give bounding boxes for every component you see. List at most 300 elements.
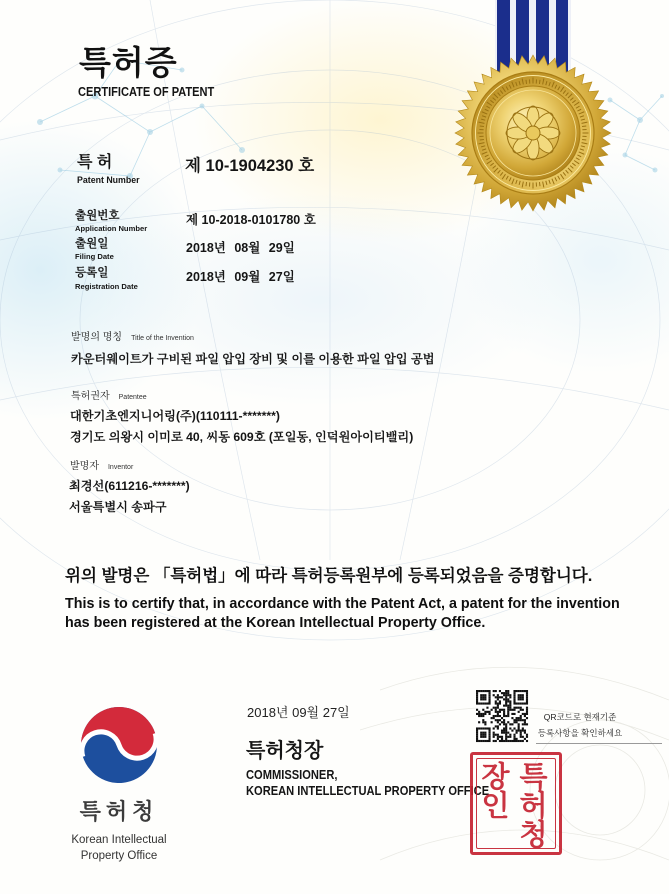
- qr-module: [507, 690, 509, 692]
- qr-module: [486, 690, 488, 692]
- qr-module: [497, 705, 499, 707]
- qr-module: [524, 690, 526, 692]
- qr-module: [501, 717, 503, 719]
- qr-module: [509, 702, 511, 704]
- qr-module: [501, 696, 503, 698]
- qr-module: [478, 711, 480, 713]
- seal-ring-mark: [539, 182, 540, 186]
- qr-module: [495, 690, 497, 692]
- qr-module: [509, 734, 511, 736]
- agency-name-en-line1: Korean Intellectual: [71, 834, 167, 846]
- seal-lettering: 특허청장인: [477, 761, 549, 848]
- inventor-label-en: Inventor: [107, 464, 134, 471]
- qr-module: [516, 721, 518, 723]
- qr-module: [520, 736, 522, 738]
- qr-module: [513, 738, 515, 740]
- qr-module: [476, 740, 478, 742]
- qr-module: [503, 698, 505, 700]
- qr-module: [484, 734, 486, 736]
- qr-module: [480, 696, 482, 698]
- qr-module: [497, 711, 499, 713]
- qr-module: [495, 700, 497, 702]
- qr-module: [505, 698, 507, 700]
- qr-module: [482, 740, 484, 742]
- qr-module: [509, 705, 511, 707]
- qr-module: [522, 698, 524, 700]
- qr-module: [505, 702, 507, 704]
- qr-module: [493, 690, 495, 692]
- registration-date-label: 등록일: [75, 267, 109, 279]
- qr-module: [507, 740, 509, 742]
- qr-module: [488, 696, 490, 698]
- qr-module: [501, 740, 503, 742]
- qr-module: [516, 717, 518, 719]
- qr-module: [497, 725, 499, 727]
- qr-module: [488, 694, 490, 696]
- agency-name-en-line2: Property Office: [80, 850, 158, 862]
- qr-module: [509, 740, 511, 742]
- qr-module: [493, 707, 495, 709]
- seal-ring-mark: [582, 126, 586, 127]
- qr-module: [505, 725, 507, 727]
- qr-module: [478, 721, 480, 723]
- qr-module: [480, 694, 482, 696]
- qr-module: [516, 707, 518, 709]
- qr-module: [505, 732, 507, 734]
- qr-module: [476, 734, 478, 736]
- qr-module: [476, 709, 478, 711]
- patentee-name: 대한기초엔지니어링(주)(110111-*******): [70, 409, 280, 423]
- qr-module: [507, 709, 509, 711]
- qr-module: [499, 719, 501, 721]
- qr-module: [488, 700, 490, 702]
- signer-title-en-line1: COMMISSIONER,: [246, 768, 338, 782]
- qr-module: [493, 736, 495, 738]
- qr-module: [520, 694, 522, 696]
- qr-module: [486, 740, 488, 742]
- filing-date-label: 출원일: [75, 238, 109, 250]
- qr-module: [484, 711, 486, 713]
- qr-module: [491, 717, 493, 719]
- qr-module: [511, 740, 513, 742]
- qr-module: [476, 696, 478, 698]
- application-number-label-en: Application Number: [75, 224, 148, 233]
- qr-module: [501, 721, 503, 723]
- qr-module: [484, 721, 486, 723]
- qr-module: [520, 690, 522, 692]
- qr-module: [493, 727, 495, 729]
- agency-name-ko: 특허청: [79, 799, 159, 824]
- invention-title-label: [71, 333, 194, 343]
- qr-module: [520, 717, 522, 719]
- qr-module: [520, 734, 522, 736]
- patent-number-value: 제 10-1904230 호: [185, 157, 315, 175]
- qr-module: [495, 709, 497, 711]
- qr-module: [522, 727, 524, 729]
- qr-module: [520, 715, 522, 717]
- certification-statement-en-line2: has been registered at the Korean Intellectual Property Office.: [65, 615, 486, 631]
- qr-module: [513, 721, 515, 723]
- qr-module: [507, 736, 509, 738]
- qr-module: [488, 702, 490, 704]
- qr-module: [518, 723, 520, 725]
- qr-module: [480, 698, 482, 700]
- qr-module: [513, 736, 515, 738]
- inventor-name: 최경선(611216-*******): [69, 479, 190, 493]
- qr-module: [499, 711, 501, 713]
- qr-module: [526, 734, 528, 736]
- registration-date-value: 2018년 09월 27일: [186, 270, 295, 284]
- patent-number-label-en: Patent Number: [77, 175, 140, 185]
- qr-module: [499, 736, 501, 738]
- qr-module: [509, 694, 511, 696]
- qr-module: [522, 719, 524, 721]
- qr-module: [499, 700, 501, 702]
- seal-ring-mark: [526, 80, 527, 84]
- qr-module: [480, 713, 482, 715]
- qr-module: [480, 702, 482, 704]
- qr-module: [520, 707, 522, 709]
- qr-module: [488, 690, 490, 692]
- qr-module: [518, 711, 520, 713]
- qr-module: [526, 696, 528, 698]
- qr-module: [503, 713, 505, 715]
- qr-module: [482, 732, 484, 734]
- qr-module: [484, 713, 486, 715]
- qr-module: [476, 713, 478, 715]
- signer-title-ko: 특허청장: [246, 740, 324, 762]
- qr-module: [513, 692, 515, 694]
- qr-module: [503, 732, 505, 734]
- qr-module: [524, 721, 526, 723]
- qr-module: [482, 713, 484, 715]
- qr-module: [478, 702, 480, 704]
- qr-module: [488, 713, 490, 715]
- qr-module: [495, 711, 497, 713]
- qr-module: [505, 736, 507, 738]
- qr-module: [482, 715, 484, 717]
- qr-module: [511, 723, 513, 725]
- qr-module: [499, 690, 501, 692]
- qr-module: [520, 709, 522, 711]
- qr-module: [499, 740, 501, 742]
- qr-module: [476, 700, 478, 702]
- qr-module: [526, 711, 528, 713]
- qr-module: [516, 740, 518, 742]
- qr-module: [476, 738, 478, 740]
- qr-module: [513, 698, 515, 700]
- qr-module: [522, 713, 524, 715]
- qr-module: [505, 715, 507, 717]
- qr-module: [511, 709, 513, 711]
- qr-module: [507, 694, 509, 696]
- qr-module: [476, 727, 478, 729]
- qr-module: [518, 719, 520, 721]
- qr-notice-line2: 등록사항을 확인하세요: [537, 728, 623, 738]
- qr-module: [518, 717, 520, 719]
- qr-module: [509, 700, 511, 702]
- qr-module: [513, 707, 515, 709]
- qr-module: [501, 692, 503, 694]
- qr-module: [480, 736, 482, 738]
- qr-module: [484, 736, 486, 738]
- qr-module: [476, 732, 478, 734]
- qr-module: [513, 740, 515, 742]
- qr-module: [507, 732, 509, 734]
- application-number-value: 제 10-2018-0101780 호: [186, 213, 316, 227]
- qr-module: [520, 719, 522, 721]
- qr-module: [482, 727, 484, 729]
- qr-module: [526, 717, 528, 719]
- qr-module: [497, 713, 499, 715]
- qr-module: [476, 698, 478, 700]
- qr-module: [509, 723, 511, 725]
- qr-module: [503, 711, 505, 713]
- qr-module: [478, 713, 480, 715]
- qr-module: [518, 727, 520, 729]
- qr-module: [505, 727, 507, 729]
- qr-module: [497, 698, 499, 700]
- qr-module: [486, 707, 488, 709]
- qr-module: [513, 702, 515, 704]
- qr-module: [484, 732, 486, 734]
- qr-module: [507, 715, 509, 717]
- qr-module: [511, 717, 513, 719]
- patentee-label-ko: 특허권자: [71, 391, 110, 402]
- patentee-label-en: Patentee: [118, 394, 147, 401]
- qr-module: [495, 740, 497, 742]
- qr-module: [488, 727, 490, 729]
- qr-module: [503, 709, 505, 711]
- qr-module: [524, 702, 526, 704]
- qr-module: [488, 692, 490, 694]
- qr-module: [497, 734, 499, 736]
- qr-module: [520, 740, 522, 742]
- qr-module: [505, 730, 507, 732]
- qr-module: [516, 730, 518, 732]
- qr-module: [505, 723, 507, 725]
- qr-module: [513, 713, 515, 715]
- qr-module: [497, 736, 499, 738]
- seal-ring-mark: [526, 182, 527, 186]
- qr-module: [503, 705, 505, 707]
- filing-date-value: 2018년 08월 29일: [186, 241, 295, 255]
- seal-ring-mark: [480, 126, 484, 127]
- qr-module: [484, 727, 486, 729]
- qr-module: [497, 707, 499, 709]
- qr-module: [524, 732, 526, 734]
- qr-module: [526, 694, 528, 696]
- certification-statement-en-line1: This is to certify that, in accordance with the Patent Act, a patent for the invention: [65, 596, 620, 612]
- qr-module: [507, 705, 509, 707]
- qr-module: [520, 696, 522, 698]
- qr-module: [513, 696, 515, 698]
- qr-module: [497, 719, 499, 721]
- seal-ring-mark: [582, 139, 586, 140]
- qr-module: [482, 690, 484, 692]
- qr-module: [513, 727, 515, 729]
- qr-module: [480, 690, 482, 692]
- seal-inner-border: [476, 758, 556, 849]
- qr-module: [507, 713, 509, 715]
- qr-code: [476, 690, 528, 742]
- qr-module: [497, 738, 499, 740]
- qr-module: [503, 740, 505, 742]
- seal-ring-mark: [539, 80, 540, 84]
- qr-module: [493, 715, 495, 717]
- qr-module: [522, 696, 524, 698]
- qr-module: [516, 738, 518, 740]
- qr-module: [524, 715, 526, 717]
- qr-module: [484, 702, 486, 704]
- qr-module: [503, 723, 505, 725]
- issue-date: 2018년 09월 27일: [247, 705, 350, 720]
- inventor-address: 서울특별시 송파구: [69, 500, 167, 514]
- qr-module: [499, 702, 501, 704]
- qr-module: [520, 730, 522, 732]
- qr-module: [505, 734, 507, 736]
- qr-module: [518, 707, 520, 709]
- qr-module: [488, 698, 490, 700]
- qr-module: [484, 740, 486, 742]
- qr-module: [482, 694, 484, 696]
- qr-module: [513, 700, 515, 702]
- qr-notice-line1: QR코드로 현재기준: [543, 712, 617, 722]
- invention-title-label-en: Title of the Invention: [131, 335, 194, 342]
- qr-module: [518, 690, 520, 692]
- qr-module: [526, 692, 528, 694]
- qr-module: [505, 738, 507, 740]
- qr-module: [526, 713, 528, 715]
- qr-module: [499, 709, 501, 711]
- qr-module: [497, 721, 499, 723]
- qr-module: [476, 730, 478, 732]
- qr-module: [505, 696, 507, 698]
- qr-module: [503, 719, 505, 721]
- qr-module: [495, 719, 497, 721]
- qr-module: [526, 690, 528, 692]
- certificate-title: 특허증: [79, 44, 178, 81]
- qr-module: [507, 711, 509, 713]
- qr-module: [524, 713, 526, 715]
- qr-module: [507, 721, 509, 723]
- patentee-address: 경기도 의왕시 이미로 40, 씨동 609호 (포일동, 인덕원아이티밸리): [70, 430, 414, 444]
- qr-module: [513, 690, 515, 692]
- qr-module: [488, 740, 490, 742]
- qr-module: [505, 694, 507, 696]
- qr-module: [522, 702, 524, 704]
- qr-module: [513, 734, 515, 736]
- application-number-label: 출원번호: [75, 210, 120, 222]
- qr-module: [486, 702, 488, 704]
- qr-module: [480, 715, 482, 717]
- qr-module: [511, 713, 513, 715]
- qr-module: [478, 715, 480, 717]
- qr-module: [518, 730, 520, 732]
- qr-module: [482, 736, 484, 738]
- qr-module: [493, 740, 495, 742]
- qr-module: [478, 740, 480, 742]
- qr-module: [520, 698, 522, 700]
- qr-module: [497, 702, 499, 704]
- qr-module: [503, 692, 505, 694]
- qr-module: [518, 698, 520, 700]
- qr-module: [503, 730, 505, 732]
- qr-module: [482, 696, 484, 698]
- qr-module: [495, 715, 497, 717]
- qr-module: [488, 734, 490, 736]
- qr-module: [524, 730, 526, 732]
- qr-module: [497, 694, 499, 696]
- qr-module: [518, 702, 520, 704]
- qr-module: [497, 727, 499, 729]
- invention-title-label-ko: 발명의 명칭: [71, 332, 123, 343]
- qr-module: [522, 730, 524, 732]
- qr-module: [501, 736, 503, 738]
- qr-module: [520, 702, 522, 704]
- certificate-subtitle: CERTIFICATE OF PATENT: [78, 84, 215, 99]
- qr-module: [513, 709, 515, 711]
- qr-module: [499, 723, 501, 725]
- qr-module: [482, 702, 484, 704]
- qr-module: [482, 698, 484, 700]
- qr-module: [513, 719, 515, 721]
- qr-module: [509, 709, 511, 711]
- qr-module: [518, 696, 520, 698]
- qr-module: [509, 707, 511, 709]
- qr-module: [484, 696, 486, 698]
- qr-module: [524, 723, 526, 725]
- qr-module: [518, 694, 520, 696]
- qr-module: [522, 740, 524, 742]
- qr-module: [526, 700, 528, 702]
- qr-module: [484, 698, 486, 700]
- qr-module: [493, 734, 495, 736]
- qr-module: [503, 715, 505, 717]
- qr-module: [507, 707, 509, 709]
- qr-module: [478, 727, 480, 729]
- qr-module: [488, 736, 490, 738]
- qr-module: [495, 707, 497, 709]
- qr-module: [484, 690, 486, 692]
- qr-module: [503, 694, 505, 696]
- qr-module: [501, 730, 503, 732]
- qr-module: [495, 696, 497, 698]
- qr-module: [491, 721, 493, 723]
- qr-module: [522, 723, 524, 725]
- qr-module: [488, 730, 490, 732]
- qr-module: [522, 690, 524, 692]
- inventor-label: [70, 462, 133, 472]
- qr-module: [486, 727, 488, 729]
- qr-module: [526, 736, 528, 738]
- patentee-label: [71, 392, 147, 402]
- qr-module: [522, 694, 524, 696]
- qr-module: [501, 709, 503, 711]
- qr-module: [497, 715, 499, 717]
- qr-module: [495, 734, 497, 736]
- qr-module: [505, 690, 507, 692]
- qr-module: [509, 696, 511, 698]
- qr-module: [488, 711, 490, 713]
- qr-module: [524, 738, 526, 740]
- qr-module: [493, 694, 495, 696]
- qr-module: [507, 698, 509, 700]
- qr-module: [516, 690, 518, 692]
- qr-module: [518, 740, 520, 742]
- qr-divider-line: [536, 743, 662, 744]
- qr-module: [499, 696, 501, 698]
